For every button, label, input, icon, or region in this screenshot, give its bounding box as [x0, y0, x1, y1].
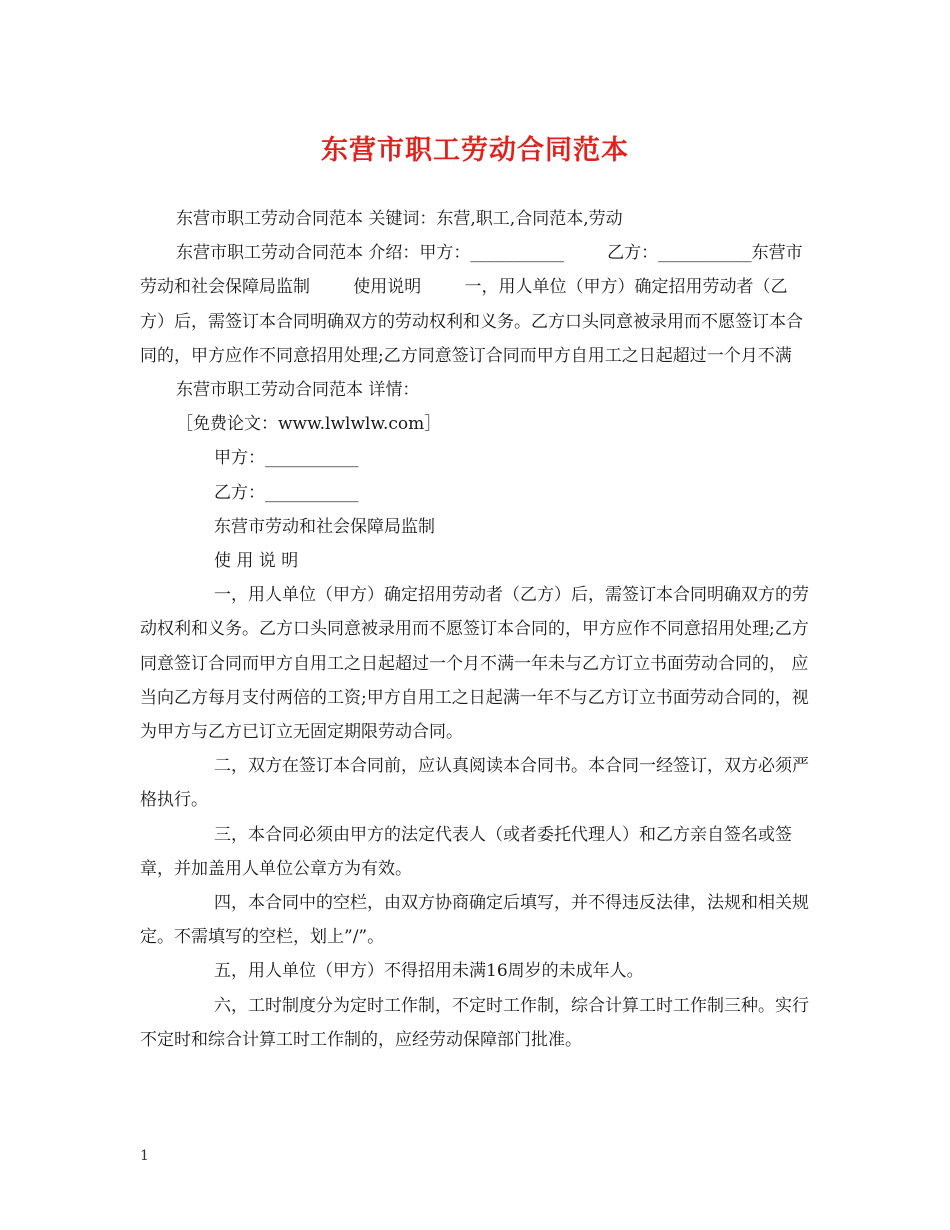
instruction-item-1: 一，用人单位（甲方）确定招用劳动者（乙方）后，需签订本合同明确双方的劳动权利和义务。乙方口头同意被录用而不愿签订本合同的，甲方应作不同意招用处理;乙方同意签订合同而甲方自用工之日起超过一个月不满一年未与乙方订立书面劳动合同的， 应当向乙方每月支付两倍的工资;甲方自用工之日起满一年不与乙方订立书面劳动合同的，视为甲方与乙方已订立无固定期限劳动合同。: [140, 585, 809, 743]
paragraph-introduction: 东营市职工劳动合同范本 介绍：甲方：___________ 乙方：___________东营市劳动和社会保障局监制 使用说明 一，用人单位（甲方）确定招用劳动者（乙方）后，需签订本合同明确双方的劳动权利和义务。乙方口头同意被录用而不愿签订本合同的，甲方应作不同意招用处理;乙方同意签订合同而甲方自用工之日起超过一个月不满: [140, 243, 803, 366]
supervisor-line: 东营市劳动和社会保障局监制: [214, 516, 435, 537]
paragraph-details-heading: 东营市职工劳动合同范本 详情：: [176, 380, 420, 401]
instruction-item-4: 四，本合同中的空栏，由双方协商确定后填写，并不得违反法律，法规和相关规定。不需填写的空栏，划上”/”。: [140, 893, 809, 948]
instruction-item-3: 三，本合同必须由甲方的法定代表人（或者委托代理人）和乙方亲自签名或签章，并加盖用人单位公章方为有效。: [140, 824, 792, 879]
page-number: 1: [140, 1148, 149, 1164]
paragraph-source-link: ［免费论文：www.lwlwlw.com］: [176, 414, 442, 435]
document-title: 东营市职工劳动合同范本: [321, 135, 629, 166]
instructions-heading: 使 用 说 明: [214, 551, 299, 572]
instruction-item-5: 五，用人单位（甲方）不得招用未满16周岁的未成年人。: [214, 961, 644, 982]
instruction-item-6: 六，工时制度分为定时工作制，不定时工作制，综合计算工时工作制三种。实行不定时和综合计算工时工作制的，应经劳动保障部门批准。: [140, 995, 809, 1050]
party-a-line: 甲方：___________: [214, 448, 359, 469]
instruction-item-2: 二，双方在签订本合同前，应认真阅读本合同书。本合同一经签订，双方必须严格执行。: [140, 756, 809, 811]
document-body: [140, 202, 812, 1057]
paragraph-keywords: 东营市职工劳动合同范本 关键词：东营,职工,合同范本,劳动: [176, 209, 623, 229]
party-b-line: 乙方：___________: [214, 482, 359, 503]
